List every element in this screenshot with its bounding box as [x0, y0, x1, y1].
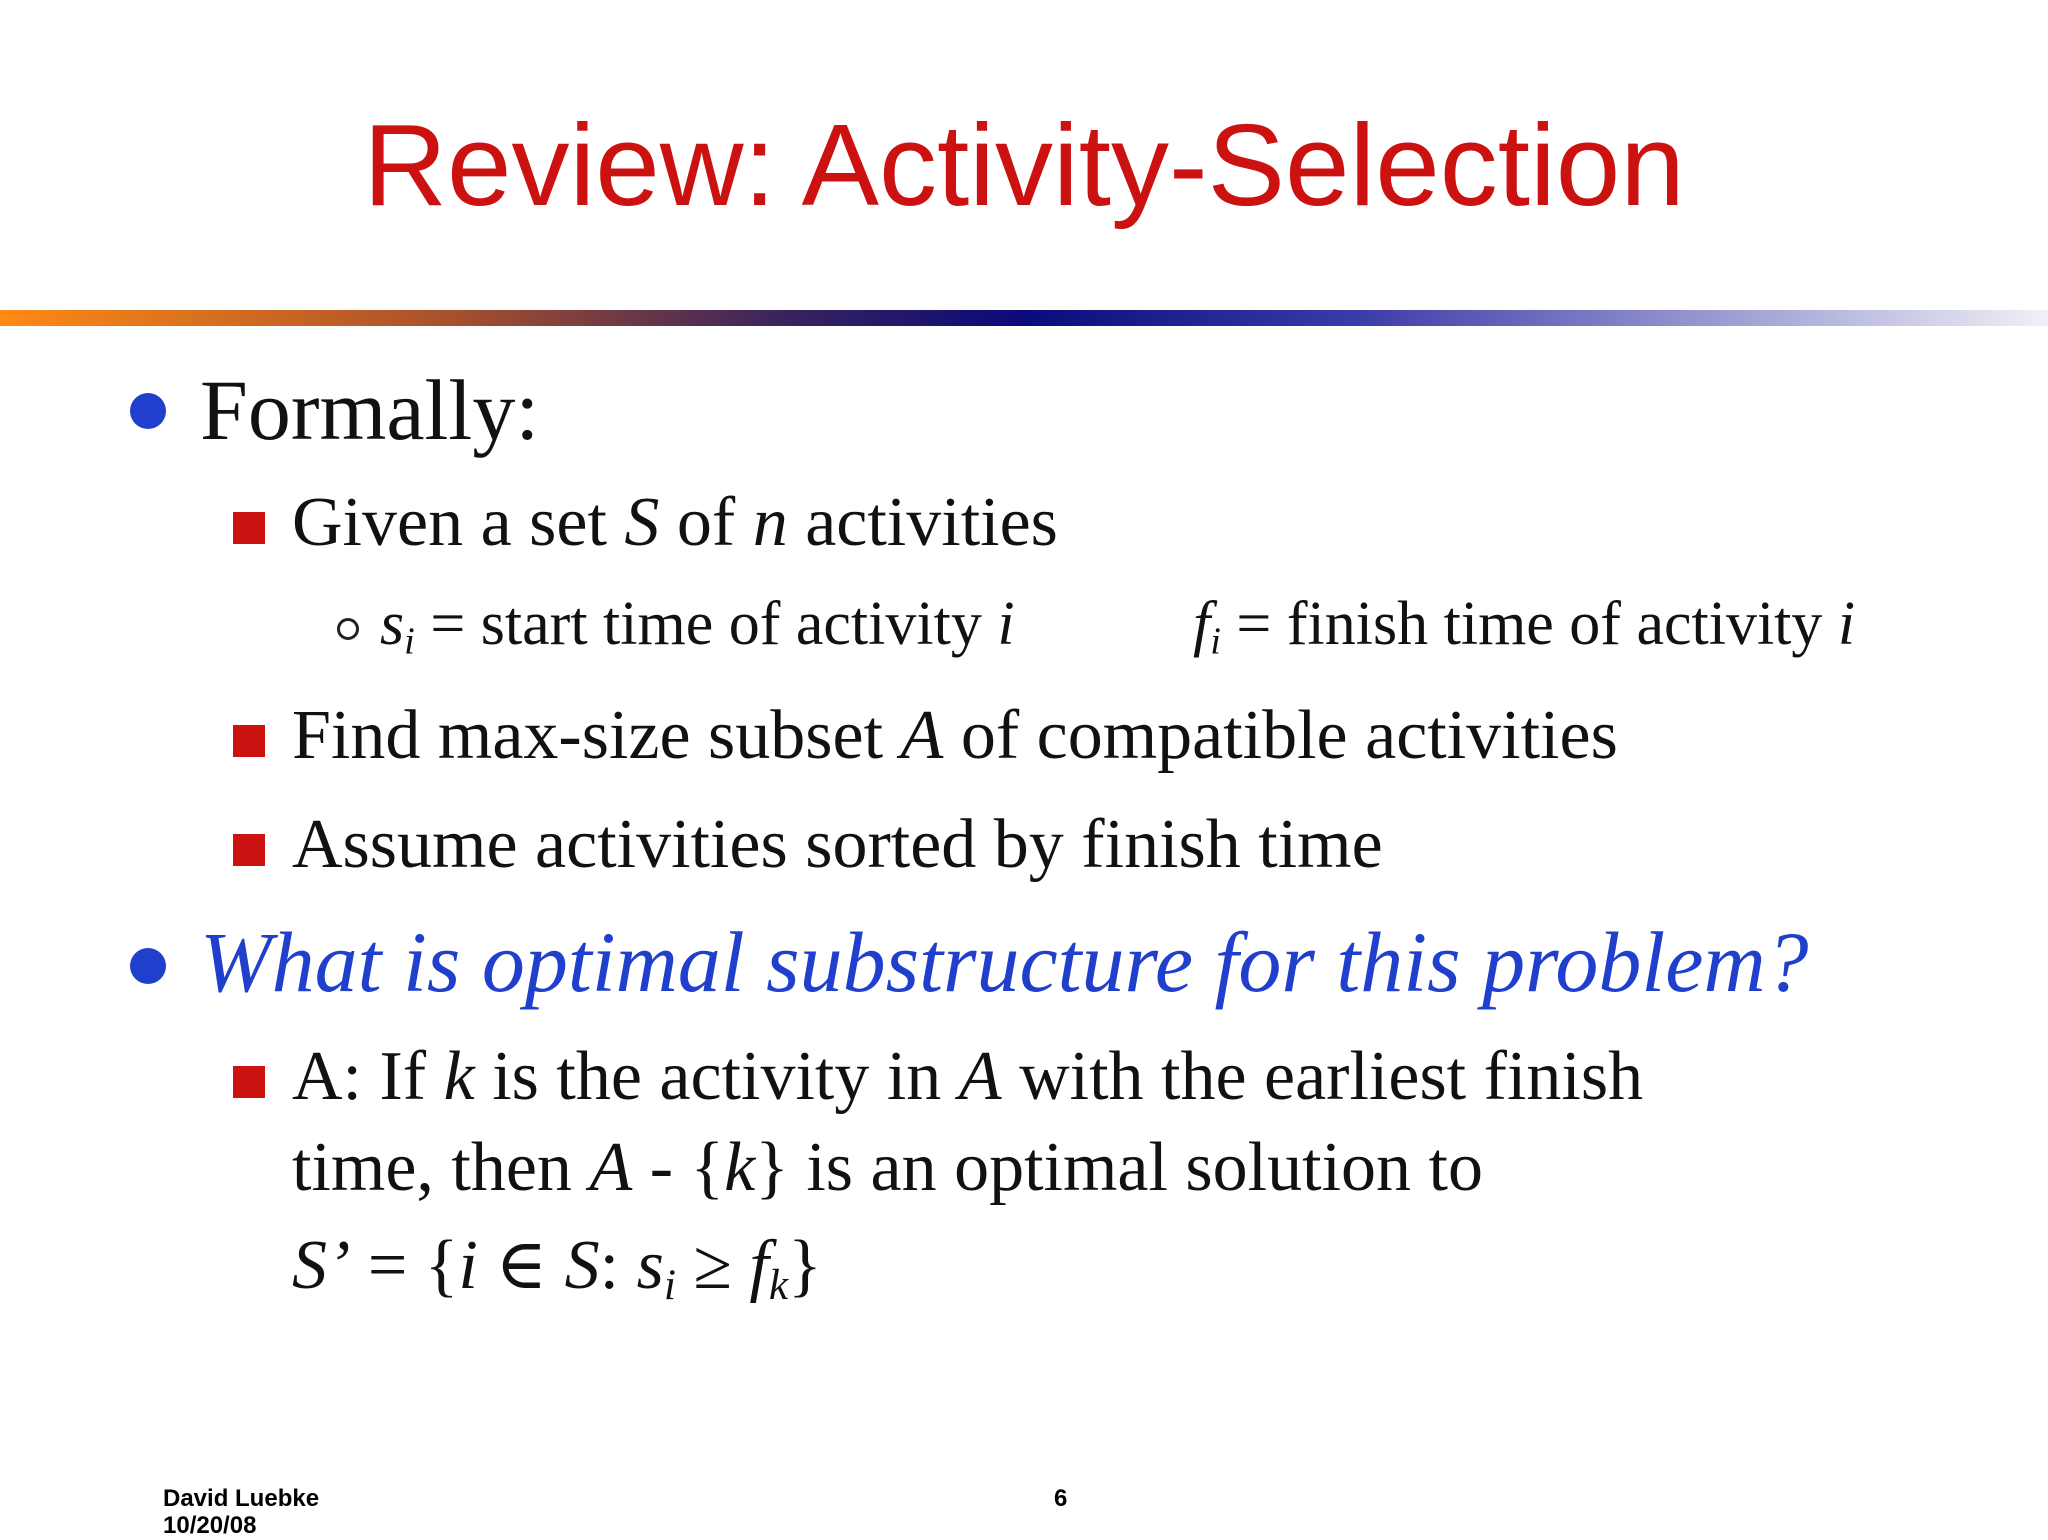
text-equals-brace: = {: [350, 1227, 459, 1304]
title-divider: [0, 310, 2048, 326]
bullet-dot-1: [130, 393, 166, 429]
bullet-dot-2: [130, 948, 166, 984]
text-a-if: A: If: [292, 1038, 444, 1115]
var-i: i: [1837, 590, 1856, 658]
text-given-a-set: Given a set: [292, 484, 625, 561]
text-finish-time: = finish time of activity: [1220, 590, 1838, 658]
bullet-finish-time: [1193, 588, 1856, 663]
sub-i: i: [663, 1260, 676, 1309]
text-colon: :: [599, 1227, 637, 1304]
symbol-element-of: ∈: [477, 1227, 565, 1304]
text-compatible: of compatible activities: [943, 697, 1618, 774]
sub-i: i: [1210, 620, 1221, 663]
footer-page-number: 6: [1054, 1485, 1068, 1512]
answer-line-3-formula: [292, 1224, 822, 1308]
bullet-given-set: [292, 481, 1058, 565]
bullet-square-4: [233, 1066, 265, 1098]
answer-line-2: [292, 1126, 1483, 1210]
var-S-prime: S’: [292, 1227, 351, 1304]
text-time-then: time, then: [292, 1129, 590, 1206]
var-i: i: [997, 590, 1015, 658]
answer-line-1: [292, 1035, 1643, 1119]
bullet-question: [200, 912, 1809, 1012]
var-i: i: [458, 1227, 478, 1304]
symbol-ge: ≥: [675, 1227, 750, 1304]
text-start-time: = start time of activity: [414, 590, 998, 658]
footer-author: David Luebke: [163, 1485, 320, 1512]
text-minus-brace: - {: [632, 1129, 725, 1206]
text-earliest-finish: with the earliest finish: [1001, 1038, 1644, 1115]
var-n: n: [752, 484, 788, 561]
bullet-formally: Formally:: [200, 362, 540, 458]
bullet-assume-sorted: Assume activities sorted by finish time: [292, 806, 1383, 883]
bullet-ring-1: [337, 618, 359, 640]
var-f: f: [749, 1227, 769, 1304]
sub-k: k: [768, 1260, 789, 1309]
var-k: k: [724, 1129, 756, 1206]
bullet-square-3: [233, 834, 265, 866]
question-text: What is optimal substructure for this problem?: [200, 914, 1809, 1010]
bullet-square-2: [233, 725, 265, 757]
text-optimal-solution: is an optimal solution to: [788, 1129, 1483, 1206]
var-S: S: [624, 484, 660, 561]
bullet-find-subset: [292, 694, 1618, 778]
var-S: S: [564, 1227, 600, 1304]
text-close-brace: }: [788, 1227, 822, 1304]
text-activities: activities: [787, 484, 1058, 561]
var-A: A: [589, 1129, 633, 1206]
bullet-start-time: [380, 588, 1015, 663]
var-s: s: [636, 1227, 664, 1304]
var-A: A: [958, 1038, 1002, 1115]
sub-i: i: [404, 620, 415, 663]
var-s: s: [380, 590, 405, 658]
text-close-brace: }: [755, 1129, 789, 1206]
slide-title: Review: Activity-Selection: [363, 100, 1685, 230]
var-k: k: [443, 1038, 475, 1115]
var-f: f: [1193, 590, 1211, 658]
text-of: of: [659, 484, 753, 561]
var-A: A: [900, 697, 944, 774]
bullet-square-1: [233, 512, 265, 544]
text-find-max-size: Find max-size subset: [292, 697, 901, 774]
footer-date: 10/20/08: [163, 1512, 257, 1539]
text-is-activity-in: is the activity in: [474, 1038, 959, 1115]
